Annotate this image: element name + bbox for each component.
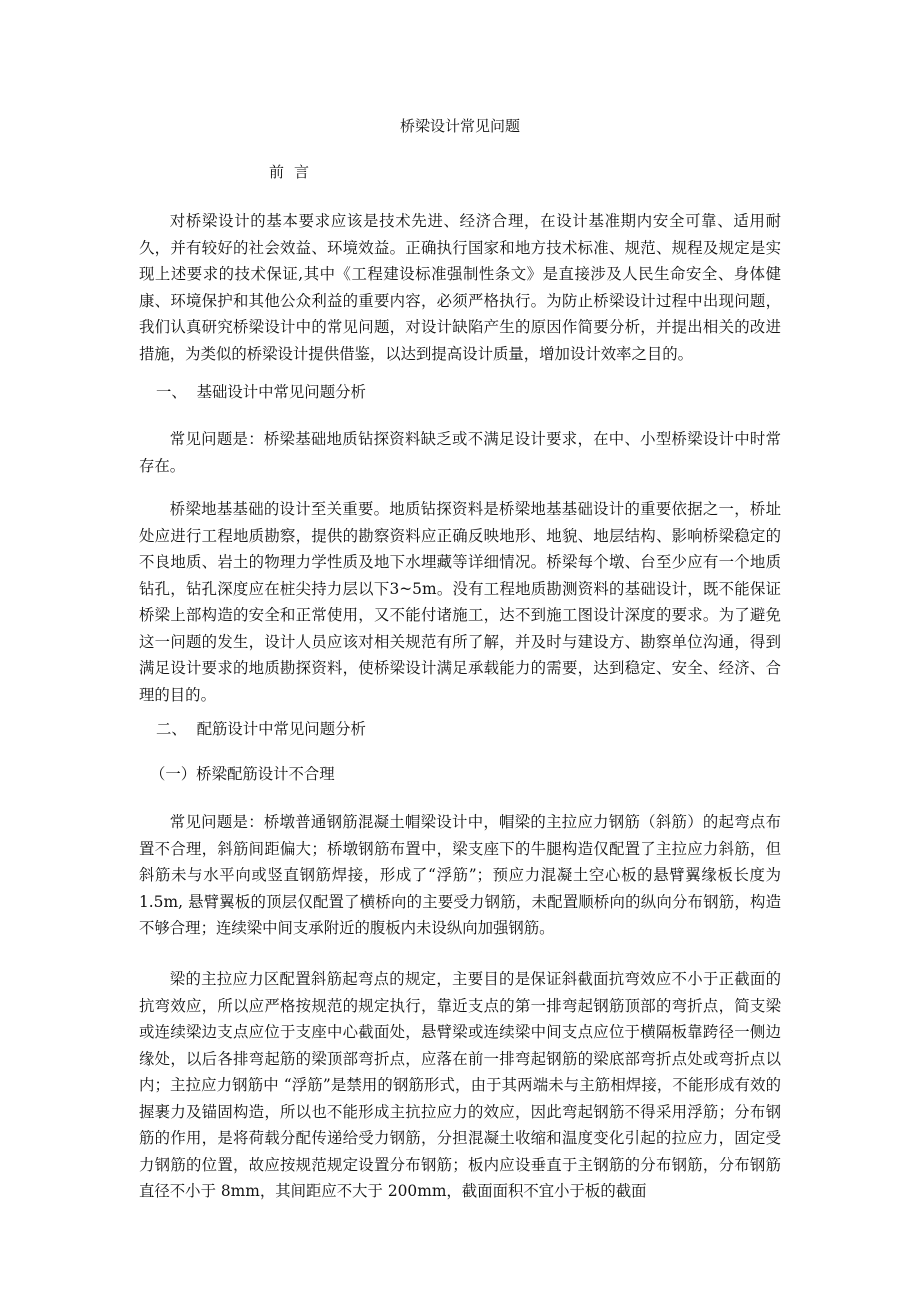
section-two-issue-paragraph: 常见问题是：桥墩普通钢筋混凝土帽梁设计中，帽梁的主拉应力钢筋（斜筋）的起弯点布置不合理，斜筋间距偏大；桥墩钢筋布置中，梁支座下的牛腿构造仅配置了主拉应力斜筋，但斜筋未与水平向或竖直钢筋焊接，形成了“浮筋”；预应力混凝土空心板的悬臂翼缘板长度为1.5m, 悬臂翼板的顶层仅配置了横桥向的主要受力钢筋，未配置顺桥向的纵向分布钢筋，构造不够合理；连续梁中间支承附近的腹板内未设纵向加强钢筋。: [139, 813, 781, 937]
section-one-detail-paragraph: 桥梁地基基础的设计至关重要。地质钻探资料是桥梁地基基础设计的重要依据之一，桥址处应进行工程地质勘察，提供的勘察资料应正确反映地形、地貌、地层结构、影响桥梁稳定的不良地质、岩土的物理力学性质及地下水埋藏等详细情况。桥梁每个墩、台至少应有一个地质钻孔，钻孔深度应在桩尖持力层以下3~5m。没有工程地质勘测资料的基础设计，既不能保证桥梁上部构造的安全和正常使用，又不能付诸施工，达不到施工图设计深度的要求。为了避免这一问题的发生，设计人员应该对相关规范有所了解，并及时与建设方、勘察单位沟通，得到满足设计要求的地质勘探资料，使桥梁设计满足承载能力的需要，达到稳定、安全、经济、合理的目的。: [139, 500, 781, 704]
section-two-heading: 二、 配筋设计中常见问题分析: [156, 720, 366, 738]
section-two-detail-paragraph: 梁的主拉应力区配置斜筋起弯点的规定，主要目的是保证斜截面抗弯效应不小于正截面的抗弯效应，所以应严格按规范的规定执行，靠近支点的第一排弯起钢筋顶部的弯折点，简支梁或连续梁边支点应位于支座中心截面处，悬臂梁或连续梁中间支点应位于横隔板靠跨径一侧边缘处，以后各排弯起筋的梁顶部弯折点，应落在前一排弯起钢筋的梁底部弯折点处或弯折点以内；主拉应力钢筋中 “浮筋”是禁用的钢筋形式，由于其两端未与主筋相焊接，不能形成有效的握裹力及锚固构造，所以也不能形成主抗拉应力的效应，因此弯起钢筋不得采用浮筋；分布钢筋的作用，是将荷载分配传递给受力钢筋，分担混凝土收缩和温度变化引起的拉应力，固定受力钢筋的位置，故应按规范规定设置分布钢筋；板内应设垂直于主钢筋的分布钢筋，分布钢筋直径不小于 8mm，其间距应不大于 200mm，截面面积不宜小于板的截面: [139, 970, 781, 1200]
section-one-heading: 一、 基础设计中常见问题分析: [156, 383, 366, 401]
preface-heading: 前言: [269, 163, 320, 181]
section-one-issue-paragraph: 常见问题是：桥梁基础地质钻探资料缺乏或不满足设计要求，在中、小型桥梁设计中时常存在。: [139, 430, 781, 475]
document-title: 桥梁设计常见问题: [399, 117, 520, 135]
intro-paragraph: 对桥梁设计的基本要求应该是技术先进、经济合理，在设计基准期内安全可靠、适用耐久，并有较好的社会效益、环境效益。正确执行国家和地方技术标准、规范、规程及规定是实现上述要求的技术保证,其中《工程建设标准强制性条文》是直接涉及人民生命安全、身体健康、环境保护和其他公众利益的重要内容，必须严格执行。为防止桥梁设计过程中出现问题，我们认真研究桥梁设计中的常见问题，对设计缺陷产生的原因作简要分析，并提出相关的改进措施，为类似的桥梁设计提供借鉴，以达到提高设计质量，增加设计效率之目的。: [139, 212, 781, 363]
section-two-subheading: （一）桥梁配筋设计不合理: [150, 765, 335, 783]
